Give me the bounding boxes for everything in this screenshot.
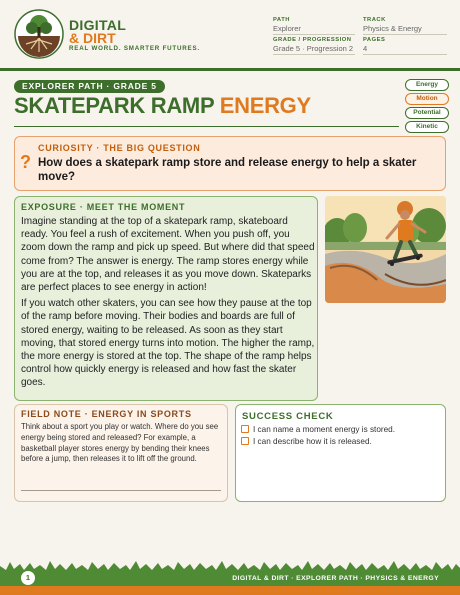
meta-path-label: PATH xyxy=(273,17,290,23)
exposure-box xyxy=(14,196,318,401)
meta-divider xyxy=(273,34,355,35)
tag-potential: Potential xyxy=(405,107,449,119)
page-number: 1 xyxy=(21,571,35,585)
exposure-label: EXPOSURE · MEET THE MOMENT xyxy=(21,202,186,212)
footer-soil-band xyxy=(0,586,460,595)
page-title xyxy=(14,93,311,119)
tree-logo-icon xyxy=(14,9,64,59)
meta-divider xyxy=(363,54,447,55)
exposure-paragraph-1: Imagine standing at the top of a skatepark ramp, skateboard ready. You feel a rush of excitement. When you push off, you zoom down the ramp and pick up speed. But where did that speed come from? The answer is energy. The ramp stores energy while you are at the top, and releases it as you move down. Skateparks are perfect places to see energy in action! xyxy=(21,216,315,294)
topic-tags xyxy=(405,79,449,135)
title-rule xyxy=(14,126,399,127)
big-question: How does a skatepark ramp store and release energy to help a skater move? xyxy=(38,157,417,183)
page-header xyxy=(0,0,460,72)
writing-line xyxy=(21,490,221,491)
curiosity-box xyxy=(14,136,446,191)
success-item xyxy=(241,437,372,446)
success-check-label: SUCCESS CHECK xyxy=(242,411,334,422)
tag-motion: Motion xyxy=(405,93,449,105)
footer-text: DIGITAL & DIRT · EXPLORER PATH · PHYSICS & ENERGY xyxy=(232,575,439,582)
field-note-text: Think about a sport you play or watch. Where do you see energy being stored and released? For example, a basketball player stores energy by bending their knees before a jump, then releases it to lift off the ground. xyxy=(21,422,219,464)
success-item-text: I can describe how it is released. xyxy=(253,437,372,446)
brand-name-line1: DIGITAL xyxy=(69,17,127,33)
meta-pages-label: PAGES xyxy=(363,37,386,43)
meta-pages-value: 4 xyxy=(363,44,368,53)
meta-track-value: Physics & Energy xyxy=(363,24,422,33)
exposure-text xyxy=(21,215,315,393)
meta-path-value: Explorer xyxy=(273,24,301,33)
field-note-box xyxy=(14,404,228,502)
success-check-box xyxy=(235,404,446,502)
question-mark-icon: ? xyxy=(20,152,31,172)
meta-grade-value: Grade 5 · Progression 2 xyxy=(273,44,354,53)
checkbox[interactable] xyxy=(241,437,249,445)
header-rule xyxy=(0,68,460,71)
skater-ramp-illustration xyxy=(325,196,446,303)
exposure-paragraph-2: If you watch other skaters, you can see how they pause at the top of the ramp before moving. Their bodies and boards are full of stored energy, waiting to be released. As soon as they start moving, that stored energy turns into motion. The higher the ramp, the more energy is stored at the top. The shape of the ramp helps control how quickly energy is released and how fast the skater goes. xyxy=(21,298,315,389)
meta-track-label: TRACK xyxy=(363,17,386,23)
tag-kinetic: Kinetic xyxy=(405,121,449,133)
curiosity-label: CURIOSITY · THE BIG QUESTION xyxy=(38,143,201,153)
path-grade-pill: EXPLORER PATH · GRADE 5 xyxy=(14,80,165,93)
meta-divider xyxy=(273,54,355,55)
field-note-label: FIELD NOTE · ENERGY IN SPORTS xyxy=(21,409,192,419)
success-item xyxy=(241,425,395,434)
meta-grade-label: GRADE / PROGRESSION xyxy=(273,37,352,43)
success-item-text: I can name a moment energy is stored. xyxy=(253,425,395,434)
brand-name-line2: & DIRT xyxy=(69,30,116,46)
title-part2: ENERGY xyxy=(219,93,311,118)
title-part1: SKATEPARK RAMP xyxy=(14,93,214,118)
meta-divider xyxy=(363,34,447,35)
brand-tagline: REAL WORLD. SMARTER FUTURES. xyxy=(69,45,200,52)
checkbox[interactable] xyxy=(241,425,249,433)
tag-energy: Energy xyxy=(405,79,449,91)
